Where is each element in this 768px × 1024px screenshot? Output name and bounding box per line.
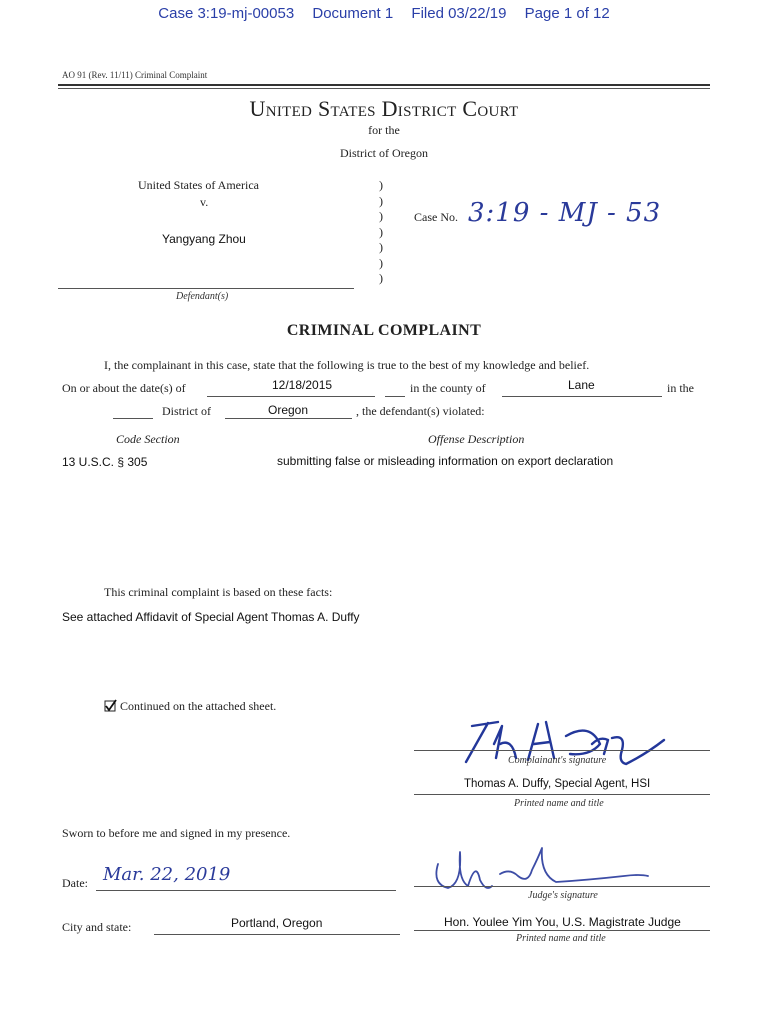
continued-checkbox[interactable] <box>104 699 116 711</box>
city-state-rule <box>154 934 400 935</box>
case-no-label: Case No. <box>414 210 458 224</box>
caption-parentheses: ) ) ) ) ) ) ) <box>379 178 383 285</box>
city-state-label: City and state: <box>62 920 132 934</box>
district-label: District of <box>162 404 211 418</box>
sworn-date-label: Date: <box>62 876 88 890</box>
ecf-header-stamp <box>0 5 768 22</box>
for-the-label: for the <box>368 123 400 137</box>
top-rule-thin <box>58 88 710 89</box>
case-number-stamp: Case 3:19-mj-00053 <box>158 5 295 22</box>
offense-description: submitting false or misleading information on export declaration <box>277 454 614 468</box>
code-section: 13 U.S.C. § 305 <box>62 455 148 469</box>
district-lead-rule <box>113 418 153 419</box>
page-count-stamp: Page 1 of 12 <box>524 5 610 22</box>
county-rule <box>502 396 662 397</box>
city-state-value: Portland, Oregon <box>231 916 323 930</box>
complainant-name-rule <box>414 794 710 795</box>
defendant-label: Defendant(s) <box>176 291 229 302</box>
plaintiff-name: United States of America <box>138 178 259 192</box>
complaint-heading: CRIMINAL COMPLAINT <box>286 322 482 339</box>
court-title: United States District Court <box>249 96 519 121</box>
county-value: Lane <box>568 378 595 392</box>
form-identifier: AO 91 (Rev. 11/11) Criminal Complaint <box>62 70 208 80</box>
judge-name-rule <box>414 930 710 931</box>
date-rule-tail <box>385 396 405 397</box>
district-value: Oregon <box>268 403 309 417</box>
facts-intro: This criminal complaint is based on these facts: <box>104 585 333 599</box>
judge-printed-label: Printed name and title <box>516 933 606 944</box>
complainant-signature-label: Complainant's signature <box>508 755 607 766</box>
top-rule <box>58 84 710 86</box>
versus-label: v. <box>200 195 209 209</box>
code-section-header: Code Section <box>116 432 180 446</box>
date-rule <box>207 396 375 397</box>
defendant-name: Yangyang Zhou <box>162 232 246 246</box>
complainant-statement: I, the complainant in this case, state that the following is true to the best of my knowledge and belief. <box>104 358 590 372</box>
defendant-rule <box>58 288 354 289</box>
judge-signature-label: Judge's signature <box>528 890 598 901</box>
continued-label: Continued on the attached sheet. <box>120 699 277 713</box>
document-number-stamp: Document 1 <box>312 5 394 22</box>
judge-sig-rule <box>414 886 710 887</box>
sworn-date-rule <box>96 890 396 891</box>
offense-header: Offense Description <box>428 432 525 446</box>
judge-printed-name: Hon. Youlee Yim You, U.S. Magistrate Judge <box>444 915 681 929</box>
complainant-printed-label: Printed name and title <box>514 798 604 809</box>
sworn-statement: Sworn to before me and signed in my presence. <box>62 826 291 840</box>
date-prefix: On or about the date(s) of <box>62 381 186 395</box>
complainant-sig-rule <box>414 750 710 751</box>
sworn-date-handwritten: Mar. 22, 2019 <box>103 864 231 885</box>
offense-date: 12/18/2015 <box>272 378 333 392</box>
court-district: District of Oregon <box>340 146 428 160</box>
in-the-label: in the <box>667 381 694 395</box>
facts-text: See attached Affidavit of Special Agent Thomas A. Duffy <box>62 610 360 624</box>
checkbox-checked-icon <box>104 699 118 713</box>
district-rule <box>225 418 352 419</box>
filed-date-stamp: Filed 03/22/19 <box>411 5 507 22</box>
complainant-printed-name: Thomas A. Duffy, Special Agent, HSI <box>464 778 651 790</box>
violated-text: , the defendant(s) violated: <box>356 404 485 418</box>
case-no-handwritten: 3:19 - MJ - 53 <box>468 198 662 228</box>
county-prefix: in the county of <box>410 381 486 395</box>
